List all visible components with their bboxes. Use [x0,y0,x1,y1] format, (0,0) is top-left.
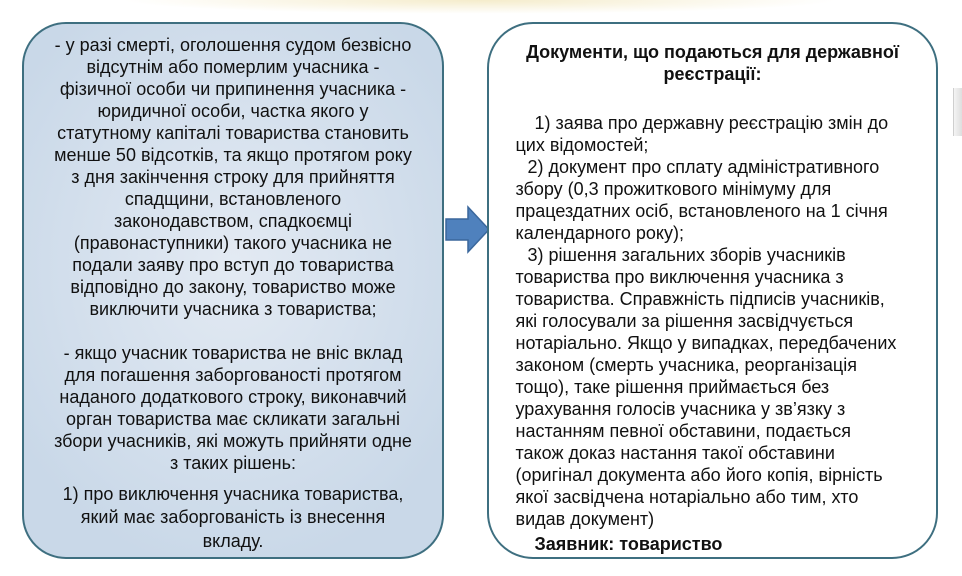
exclusion-grounds-box [22,22,444,559]
text-line: менше 50 відсотків, та якщо протягом року [54,144,412,165]
text-line: (оригінал документа або його копія, вірність [515,464,883,485]
documents-title [489,41,936,85]
text-line: товариства про виключення учасника з [515,266,844,287]
document-item-1 [516,112,897,156]
text-line: - у разі смерті, оголошення судом безвісно [54,34,412,55]
text-line: 3) рішення загальних зборів учасників [527,244,846,265]
text-line: наданого додаткового строку, виконавчий [59,386,407,407]
text-line: вкладу. [202,530,264,551]
decision-item-1 [24,483,442,554]
text-line: законодавством, спадкоємці [114,210,352,231]
applicant-label: Заявник: товариство [534,533,723,554]
text-line: працездатних осіб, встановленого на 1 січня [515,200,888,221]
text-line: нотаріально. Якщо у випадках, передбачених [515,332,897,353]
text-line: якої засвідчена нотаріально або тим, хто [515,486,859,507]
unpaid-contribution-paragraph [24,342,442,474]
text-line: також доказ настання такої обставини [515,442,835,463]
title-line: Документи, що подаються для державної [526,41,899,62]
document-item-3 [516,244,897,530]
text-line: 1) про виключення учасника товариства, [62,483,404,504]
text-line: тощо), таке рішення приймається без [515,376,830,397]
text-line: збору (0,3 прожиткового мінімуму для [515,178,832,199]
text-line: 2) документ про сплату адміністративного [527,156,880,177]
text-line: орган товариства має скликати загальні [66,408,400,429]
text-line: з таких рішень: [169,452,297,473]
text-line: 1) заява про державну реєстрацію змін до [534,112,889,133]
text-line: відповідно до закону, товариство може [70,276,396,297]
text-line: - якщо учасник товариства не вніс вклад [63,342,403,363]
title-line: реєстрації: [663,63,762,84]
arrow-shape [446,207,489,252]
top-glow [120,0,840,14]
text-line: календарного року); [515,222,684,243]
text-line: для погашення заборгованості протягом [64,364,402,385]
arrow-right-icon [444,203,492,255]
text-line: спадщини, встановленого [124,188,342,209]
text-line: який має заборгованість із внесення [80,507,386,527]
text-line: настанням певної обставини, подається [515,420,851,441]
text-line: виключити учасника з товариства; [89,298,377,319]
text-line: з дня закінчення строку для прийняття [71,166,395,187]
text-line: товариства. Справжність підписів учасників, [515,288,885,309]
exclusion-grounds-text [24,34,442,554]
text-line: відсутнім або померлим учасника - [86,56,380,77]
documents-list [516,112,897,555]
text-line: урахування голосів учасника у зв’язку з [515,398,846,419]
document-item-2 [516,156,897,244]
text-line: фізичної особи чи припинення учасника - [59,78,407,99]
text-line: законом (смерть учасника, реорганізація [515,354,857,375]
text-line: цих відомостей; [515,134,649,155]
text-line: статутному капіталі товариства становить [57,122,409,143]
text-line: які голосували за рішення засвідчується [515,310,854,331]
text-line: подали заяву про вступ до товариства [72,254,394,275]
text-line: видав документ) [515,508,655,529]
edge-panel [953,88,962,136]
death-ground-paragraph [24,34,442,320]
text-line: збори учасників, які можуть прийняти одне [54,430,412,451]
text-line: (правонаступники) такого учасника не [73,232,393,253]
documents-box [487,22,938,559]
text-line: юридичної особи, частка якого у [97,100,369,121]
